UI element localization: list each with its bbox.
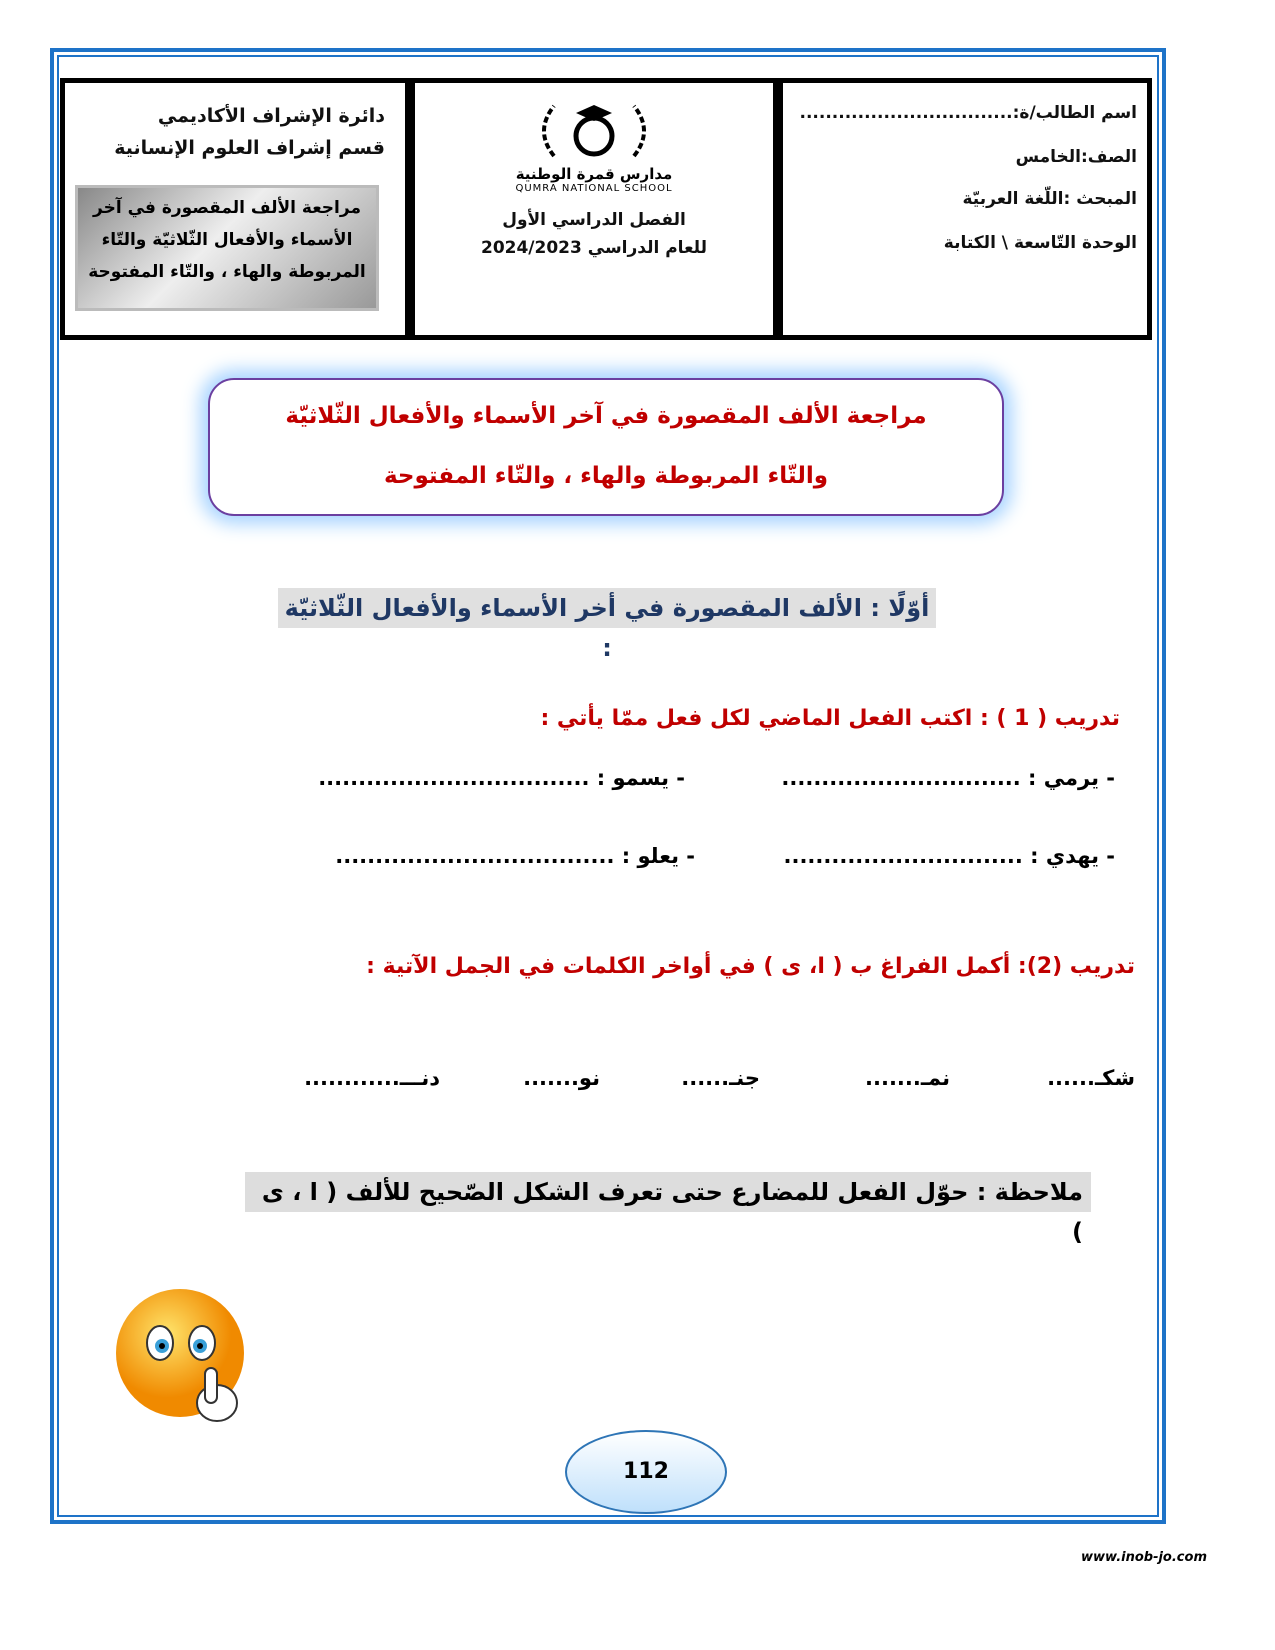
thinking-emoji-icon [112,1288,257,1428]
note-box: ملاحظة : حوّل الفعل للمضارع حتى تعرف الشكل الصّحيح للألف ( ا ، ى ) [245,1172,1091,1212]
exercise-1-item[interactable]: - يرمي : .............................. [781,766,1115,790]
lesson-title-box [208,378,1004,516]
fill-word[interactable]: جنـ...... [681,1066,760,1090]
school-name-ar: مدارس قمرة الوطنية [515,165,673,183]
lesson-title-line-1: مراجعة الألف المقصورة في آخر الأسماء والأفعال الثّلاثيّة [285,403,927,429]
grade-label: الصف:الخامس [1015,147,1137,167]
exercise-1-item[interactable]: - يهدي : .............................. [783,844,1115,868]
department-cell [60,83,410,335]
lesson-title-line-2: والتّاء المربوطة والهاء ، والتّاء المفتوحة [383,463,829,489]
topic-line: مراجعة الألف المقصورة في آخر [93,198,361,218]
footer-url: www.inob-jo.com [1081,1550,1207,1565]
dept-line-2: قسم إشراف العلوم الإنسانية [114,137,385,159]
fill-word[interactable]: شكـ...... [1047,1066,1135,1090]
fill-word[interactable]: نو....... [523,1066,600,1090]
exercise-1-title: تدريب ( 1 ) : اكتب الفعل الماضي لكل فعل ممّا يأتي : [540,706,1120,731]
exercise-1-item[interactable]: - يسمو : .................................. [318,766,685,790]
school-cell [410,83,778,335]
student-info-cell [778,83,1152,335]
dept-line-1: دائرة الإشراف الأكاديمي [157,105,385,127]
student-name-field[interactable]: اسم الطالب/ة:................................. [799,103,1137,123]
unit-label: الوحدة التّاسعة \ الكتابة [943,233,1137,253]
header-table [60,78,1152,340]
topic-line: المربوطة والهاء ، والتّاء المفتوحة [88,262,366,282]
school-name-en: QUMRA NATIONAL SCHOOL [515,183,673,194]
subject-label: المبحث :اللّغة العربيّة [962,189,1137,209]
school-logo-icon [524,101,664,161]
section-heading: أوّلًا : الألف المقصورة في أخر الأسماء والأفعال الثّلاثيّة : [278,588,936,628]
exercise-1-item[interactable]: - يعلو : ................................... [335,844,695,868]
year-label: للعام الدراسي 2024/2023 [480,238,707,258]
fill-word[interactable]: نمـ....... [865,1066,950,1090]
topic-line: الأسماء والأفعال الثّلاثيّة والتّاء [101,230,353,250]
page-number: 112 [565,1430,727,1514]
fill-word[interactable]: دنـــ............ [304,1066,440,1090]
exercise-2-title: تدريب (2): أكمل الفراغ ب ( ا، ى ) في أواخر الكلمات في الجمل الآتية : [366,954,1135,979]
topic-box [75,185,379,311]
semester-label: الفصل الدراسي الأول [502,210,686,230]
